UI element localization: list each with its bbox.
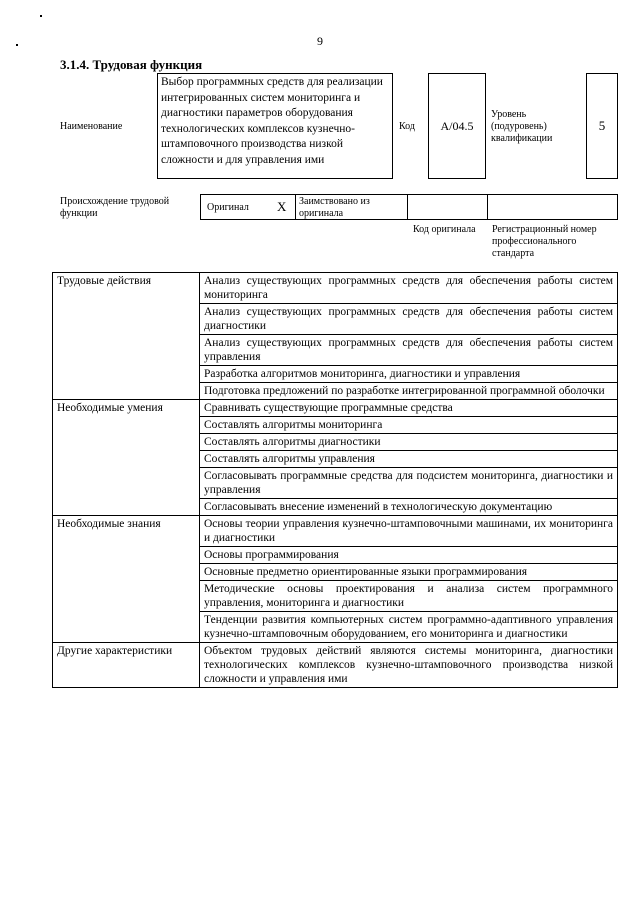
name-value-box: Выбор программных средств для реализации интегрированных систем мониторинга и диагностики параметров оборудования технологических комплексов кузнечно-штамповочного производства низкой сложности и для управления ими xyxy=(157,73,393,179)
original-mark: X xyxy=(277,199,287,214)
code-value-box: A/04.5 xyxy=(428,73,486,179)
table-cell: Составлять алгоритмы мониторинга xyxy=(200,417,618,434)
table-cell: Составлять алгоритмы управления xyxy=(200,451,618,468)
table-cell: Основы теории управления кузнечно-штамповочными машинами, их мониторинга и диагностики xyxy=(200,516,618,547)
table-cell: Подготовка предложений по разработке интегрированной программной оболочки xyxy=(200,383,618,400)
table-cell: Основные предметно ориентированные языки программирования xyxy=(200,564,618,581)
table-cell: Основы программирования xyxy=(200,547,618,564)
table-cell: Анализ существующих программных средств для обеспечения работы систем диагностики xyxy=(200,304,618,335)
table-cell: Сравнивать существующие программные средства xyxy=(200,400,618,417)
borrowed-cell: Заимствовано из оригинала xyxy=(295,194,408,220)
table-row xyxy=(53,273,618,304)
table-row xyxy=(53,516,618,547)
scan-speck xyxy=(40,15,42,17)
section-title-cell: Другие характеристики xyxy=(53,643,200,688)
reg-number-label: Регистрационный номер профессионального стандарта xyxy=(492,224,597,259)
origin-label: Происхождение трудовой функции xyxy=(60,196,170,219)
section-title-cell: Необходимые умения xyxy=(53,400,200,516)
section-title-cell: Необходимые знания xyxy=(53,516,200,643)
table-cell: Согласовывать программные средства для подсистем мониторинга, диагностики и управления xyxy=(200,468,618,499)
table-cell: Объектом трудовых действий являются системы мониторинга, диагностики технологических комплексов кузнечно-штамповочного производства низкой сложности и управления ими xyxy=(200,643,618,688)
section-title: 3.1.4. Трудовая функция xyxy=(60,57,203,72)
name-label: Наименование xyxy=(60,121,123,132)
table-cell: Согласовывать внесение изменений в технологическую документацию xyxy=(200,499,618,516)
code-label: Код xyxy=(399,121,415,132)
code-original-label: Код оригинала xyxy=(413,224,476,235)
level-label: Уровень (подуровень) квалификации xyxy=(491,109,553,144)
table-row xyxy=(53,400,618,417)
original-cell xyxy=(200,194,296,220)
function-table xyxy=(52,272,618,688)
reg-number-cell xyxy=(487,194,618,220)
section-title-cell: Трудовые действия xyxy=(53,273,200,400)
code-original-cell xyxy=(407,194,488,220)
table-cell: Тенденции развития компьютерных систем программно-адаптивного управления кузнечно-штамповочным оборудованием, его мониторинга и диагностики xyxy=(200,612,618,643)
table-cell: Методические основы проектирования и анализа систем программного управления, мониторинга и диагностики xyxy=(200,581,618,612)
table-row xyxy=(53,643,618,688)
table-cell: Разработка алгоритмов мониторинга, диагностики и управления xyxy=(200,366,618,383)
table-cell: Анализ существующих программных средств для обеспечения работы систем мониторинга xyxy=(200,273,618,304)
original-label: Оригинал xyxy=(207,202,249,213)
table-cell: Анализ существующих программных средств для обеспечения работы систем управления xyxy=(200,335,618,366)
page-number: 9 xyxy=(317,34,323,48)
table-cell: Составлять алгоритмы диагностики xyxy=(200,434,618,451)
level-value-box: 5 xyxy=(586,73,618,179)
